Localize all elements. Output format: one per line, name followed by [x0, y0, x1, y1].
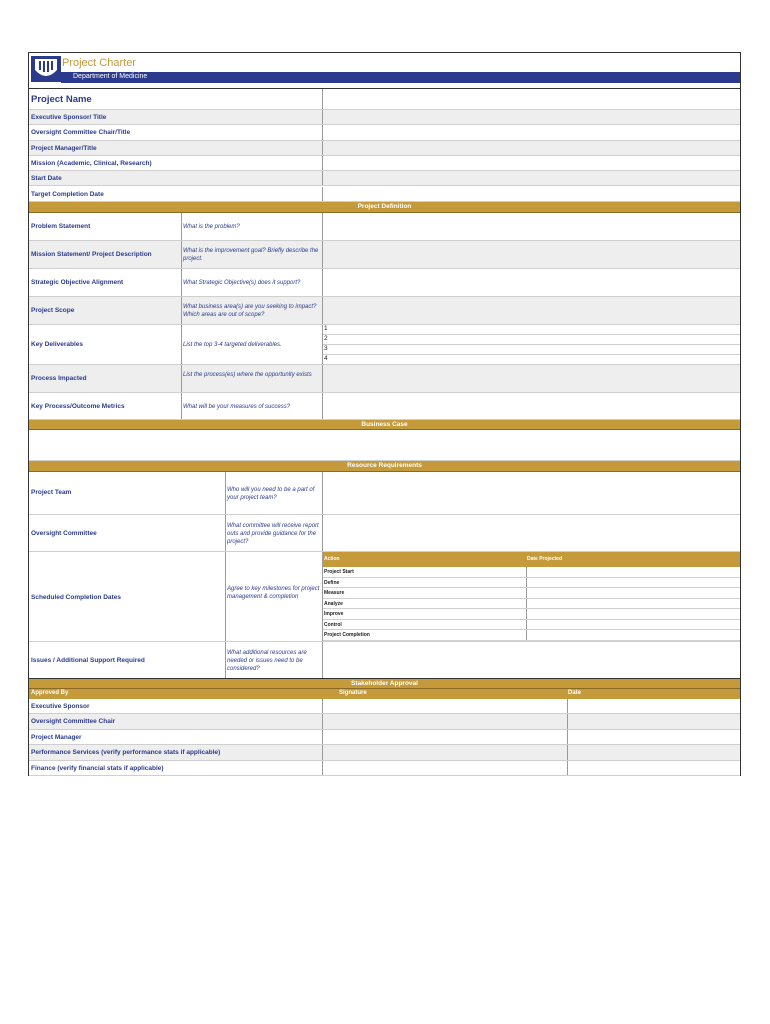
schedule-action-label: Control	[324, 621, 342, 628]
info-field-row	[29, 125, 740, 140]
schedule-date-input[interactable]	[527, 578, 740, 588]
definition-hint: What is the improvement goal? Briefly describe the project.	[183, 248, 319, 262]
info-field-input[interactable]	[323, 187, 740, 201]
approval-date-input[interactable]	[568, 761, 740, 775]
approval-row	[29, 699, 740, 714]
logo	[31, 56, 61, 82]
definition-label: Strategic Objective Alignment	[31, 279, 124, 286]
definition-label: Key Process/Outcome Metrics	[31, 402, 125, 410]
business-case-input[interactable]	[29, 430, 740, 461]
definition-input[interactable]	[323, 365, 740, 392]
approval-role-label: Project Manager	[31, 733, 82, 741]
approval-date-input[interactable]	[568, 714, 740, 728]
approval-row	[29, 761, 740, 776]
signature-input[interactable]	[323, 745, 567, 759]
approval-column-headers	[29, 689, 740, 699]
definition-row	[29, 213, 740, 241]
approval-row	[29, 730, 740, 745]
definition-row	[29, 297, 740, 325]
schedule-action-label: Measure	[324, 590, 345, 596]
schedule-action-label: Analyze	[324, 600, 343, 607]
schedule-row	[323, 609, 740, 620]
schedule-header	[323, 552, 740, 567]
deliverable-entry[interactable]: 1	[323, 325, 740, 335]
info-field-label: Mission (Academic, Clinical, Research)	[31, 159, 152, 167]
signature-input[interactable]	[323, 714, 567, 728]
schedule-action-label: Project Start	[324, 569, 354, 575]
definition-input[interactable]	[323, 241, 740, 268]
schedule-row	[323, 599, 740, 610]
date-header: Date	[568, 690, 582, 696]
business-case-heading: Business Case	[29, 420, 740, 430]
issues-hint: What additional resources are needed or issues need to be considered?	[227, 650, 307, 672]
column-divider	[181, 297, 182, 324]
info-field-label: Oversight Committee Chair/Title	[31, 129, 131, 137]
approval-role-label: Performance Services (verify performance stats if applicable)	[31, 749, 221, 757]
approval-row	[29, 714, 740, 729]
deliverable-entry[interactable]: 3	[323, 345, 740, 355]
definition-hint: What business area(s) are you seeking to impact? Which areas are out of scope?	[183, 304, 317, 318]
info-field-input[interactable]	[323, 171, 740, 185]
column-divider	[181, 365, 182, 392]
schedule-row	[323, 588, 740, 599]
info-field-input[interactable]	[323, 110, 740, 124]
department-label: Department of Medicine	[73, 73, 148, 80]
schedule-row	[323, 578, 740, 589]
info-field-row	[29, 171, 740, 186]
department-banner	[61, 72, 740, 83]
definition-input[interactable]	[323, 269, 740, 296]
schedule-date-input[interactable]	[527, 588, 740, 598]
schedule-date-input[interactable]	[527, 599, 740, 609]
project-charter-sheet	[28, 52, 741, 776]
info-field-label: Executive Sponsor/ Title	[31, 114, 107, 121]
approval-date-input[interactable]	[568, 699, 740, 713]
approved-by-header: Approved By	[31, 690, 69, 696]
scheduled-dates-row	[29, 552, 740, 642]
definition-input[interactable]	[323, 213, 740, 240]
scheduled-dates-hint: Agree to key milestones for project management & completion	[227, 586, 320, 600]
info-field-input[interactable]	[323, 125, 740, 139]
definition-hint: What will be your measures of success?	[183, 403, 291, 410]
project-team-row	[29, 472, 740, 515]
approval-date-input[interactable]	[568, 730, 740, 744]
definition-row	[29, 365, 740, 393]
schedule-action-label: Project Completion	[324, 632, 370, 638]
info-field-row	[29, 141, 740, 156]
definition-row	[29, 393, 740, 420]
info-field-row	[29, 110, 740, 125]
info-field-row	[29, 187, 740, 202]
project-definition-heading: Project Definition	[29, 202, 740, 213]
approval-role-label: Finance (verify financial stats if applicable)	[31, 764, 164, 772]
page-title: Project Charter	[62, 57, 136, 69]
project-name-row	[29, 88, 740, 110]
column-divider	[181, 213, 182, 240]
definition-label: Project Scope	[31, 307, 75, 314]
resource-requirements-heading: Resource Requirements	[29, 461, 740, 472]
definition-input[interactable]	[323, 297, 740, 324]
info-field-label: Start Date	[31, 175, 62, 183]
info-field-row	[29, 156, 740, 171]
signature-input[interactable]	[323, 699, 567, 713]
oversight-committee-hint: What committee will receive report outs and provide guidance for the project?	[227, 523, 319, 545]
column-divider	[181, 241, 182, 268]
stakeholder-approval-heading: Stakeholder Approval	[29, 679, 740, 689]
approval-row	[29, 745, 740, 760]
definition-row	[29, 241, 740, 269]
info-field-input[interactable]	[323, 141, 740, 155]
schedule-action-label: Improve	[324, 611, 344, 617]
definition-hint: List the top 3-4 targeted deliverables.	[183, 342, 282, 348]
info-field-label: Project Manager/Title	[31, 144, 97, 152]
schedule-row	[323, 630, 740, 641]
schedule-date-input[interactable]	[527, 620, 740, 630]
column-divider	[181, 269, 182, 296]
definition-hint: What Strategic Objective(s) does it support?	[183, 280, 301, 286]
signature-input[interactable]	[323, 730, 567, 744]
issues-label: Issues / Additional Support Required	[31, 657, 145, 664]
schedule-date-input[interactable]	[527, 609, 740, 619]
schedule-date-input[interactable]	[527, 630, 740, 640]
column-divider	[181, 393, 182, 419]
definition-label: Problem Statement	[31, 223, 91, 230]
definition-row	[29, 269, 740, 297]
definition-row	[29, 325, 740, 365]
deliverable-entry[interactable]: 4	[323, 355, 740, 365]
project-team-label: Project Team	[31, 489, 72, 496]
column-divider	[181, 325, 182, 364]
oversight-committee-label: Oversight Committee	[31, 530, 97, 537]
definition-label: Process Impacted	[31, 375, 87, 382]
approval-date-input[interactable]	[568, 745, 740, 759]
schedule-row	[323, 567, 740, 578]
schedule-action-header: Action	[324, 556, 340, 562]
approval-role-label: Executive Sponsor	[31, 703, 90, 710]
deliverable-entry[interactable]: 2	[323, 335, 740, 345]
info-field-label: Target Completion Date	[31, 190, 104, 198]
approval-role-label: Oversight Committee Chair	[31, 718, 116, 726]
project-name-label: Project Name	[31, 94, 92, 105]
signature-input[interactable]	[323, 761, 567, 775]
scheduled-dates-label: Scheduled Completion Dates	[31, 594, 121, 601]
schedule-date-input[interactable]	[527, 567, 740, 577]
definition-hint: List the process(es) where the opportunity exists	[183, 372, 312, 378]
definition-label: Key Deliverables	[31, 341, 84, 348]
info-field-input[interactable]	[323, 156, 740, 170]
project-team-hint: Who will you need to be a part of your project team?	[227, 487, 315, 501]
definition-hint: What is the problem?	[183, 224, 240, 230]
signature-header: Signature	[339, 690, 367, 696]
definition-input[interactable]	[323, 393, 740, 419]
schedule-action-label: Define	[324, 579, 340, 586]
issues-row	[29, 642, 740, 679]
definition-label: Mission Statement/ Project Description	[31, 251, 152, 258]
oversight-committee-row	[29, 515, 740, 552]
schedule-date-header: Date Projected	[527, 556, 563, 562]
schedule-row	[323, 620, 740, 631]
